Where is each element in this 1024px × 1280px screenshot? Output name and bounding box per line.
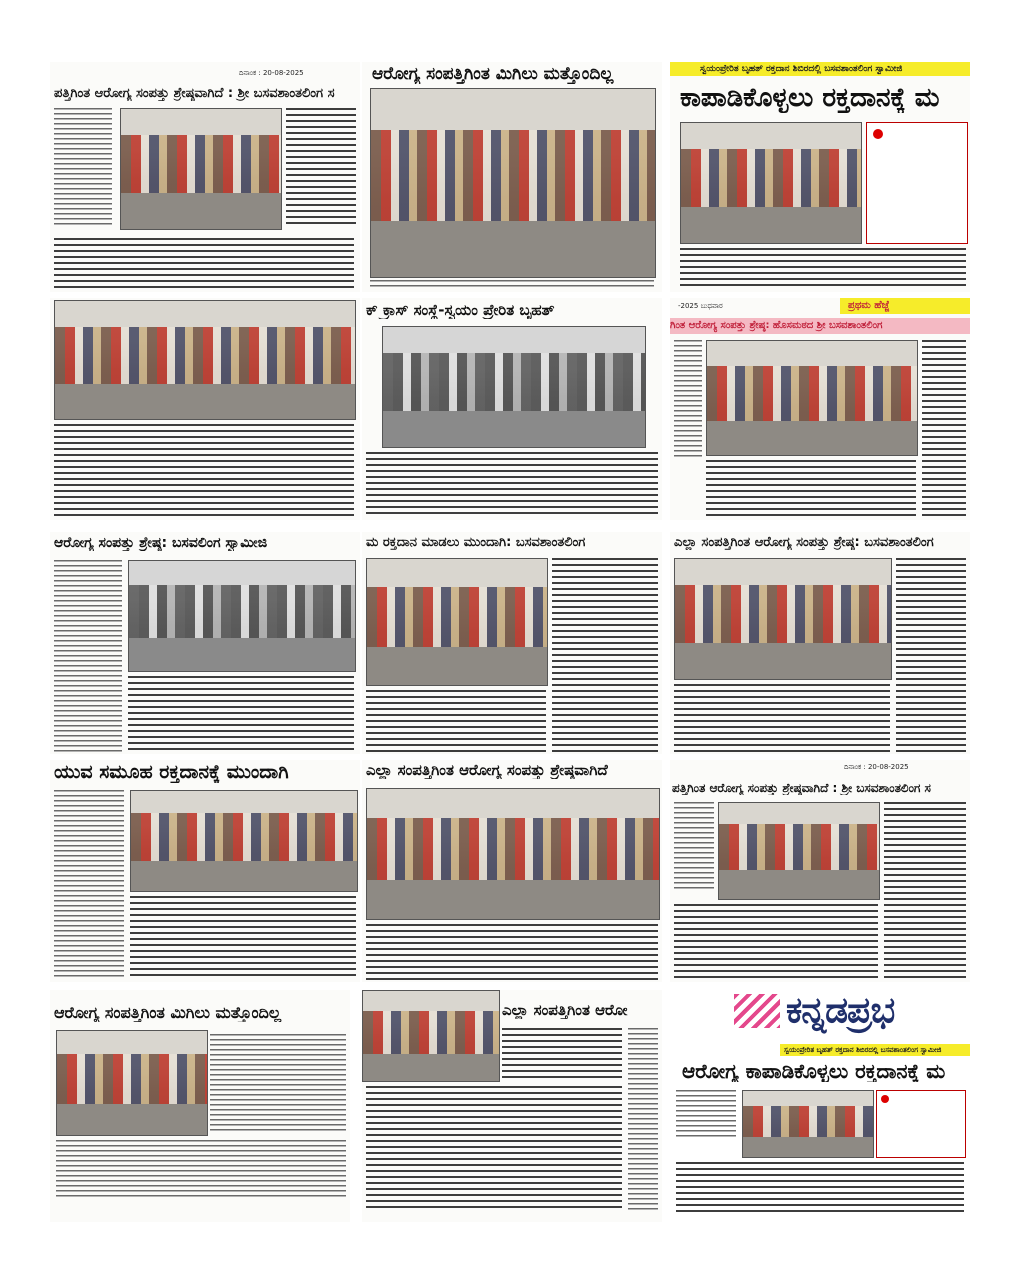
- news-photo: [674, 558, 892, 680]
- logo-stripes-icon: [734, 994, 780, 1028]
- newspaper-logo: ಕನ್ನಡಪ್ರಭ: [786, 990, 895, 1031]
- headline: ಪತ್ತಿಗಿಂತ ಆರೋಗ್ಯ ಸಂಪತ್ತು ಶ್ರೇಷ್ಠವಾಗಿದೆ : ಶ್ರೀ ಬಸವಶಾಂತಲಿಂಗ ಸ: [54, 87, 335, 101]
- clipping-14: [362, 990, 662, 1222]
- clipping-7: [50, 532, 360, 754]
- article-text: [674, 904, 878, 980]
- clipping-4: [50, 298, 360, 520]
- headline: ಪತ್ತಿಗಿಂತ ಆರೋಗ್ಯ ಸಂಪತ್ತು ಶ್ರೇಷ್ಠವಾಗಿದೆ : ಶ್ರೀ ಬಸವಶಾಂತಲಿಂಗ ಸ: [672, 782, 931, 795]
- top-bar: ಸ್ವಯಂಪ್ರೇರಿತ ಬೃಹತ್ ರಕ್ತದಾನ ಶಿಬಿರದಲ್ಲಿ ಬಸವಶಾಂತಲಿಂಗ ಸ್ವಾಮೀಜಿ: [670, 62, 970, 76]
- headline: ಯುವ ಸಮೂಹ ರಕ್ತದಾನಕ್ಕೆ ಮುಂದಾಗಿ: [54, 762, 289, 783]
- article-text: [676, 1090, 736, 1138]
- clipping-10: [50, 760, 360, 982]
- news-photo: [120, 108, 282, 230]
- news-photo: [366, 788, 660, 920]
- article-text: [884, 802, 966, 980]
- clipping-3: [670, 62, 970, 292]
- date-label: -2025 ಬುಧವಾರ: [678, 302, 723, 310]
- clipping-8: [362, 532, 662, 754]
- clipping-12: [670, 760, 970, 982]
- article-text: [54, 790, 124, 980]
- date-label: ದಿನಾಂಕ : 20-08-2025: [239, 69, 304, 77]
- clipping-9: [670, 532, 970, 754]
- article-text: [674, 684, 890, 752]
- heart-icon: [873, 129, 883, 139]
- article-text: [210, 1034, 346, 1134]
- news-photo: [362, 990, 500, 1082]
- article-text: [54, 108, 112, 228]
- news-photo: [370, 88, 656, 278]
- news-photo: [56, 1030, 208, 1136]
- article-text: [54, 424, 354, 518]
- news-photo: [130, 790, 358, 892]
- article-text: [130, 896, 356, 980]
- headline: ಆರೋಗ್ಯ ಸಂಪತ್ತು ಶ್ರೇಷ್ಠ: ಬಸವಲಿಂಗ ಸ್ವಾಮೀಜಿ: [54, 536, 268, 551]
- news-photo: [718, 802, 880, 900]
- article-text: [676, 1162, 964, 1214]
- article-text: [552, 558, 658, 752]
- article-text: [706, 460, 916, 516]
- article-text: [674, 802, 714, 892]
- article-text: [366, 1086, 622, 1210]
- clipping-1: [50, 62, 360, 292]
- headline: ಕ್ ಕ್ರಾಸ್ ಸಂಸ್ಥೆ-ಸ್ವಯಂ ಪ್ರೇರಿತ ಬೃಹತ್: [366, 302, 555, 319]
- article-text: [54, 238, 354, 290]
- news-photo: [680, 122, 862, 244]
- quote-box: [866, 122, 968, 244]
- news-photo: [382, 326, 646, 448]
- headline: ಕಾಪಾಡಿಕೊಳ್ಳಲು ರಕ್ತದಾನಕ್ಕೆ ಮ: [680, 84, 940, 113]
- top-bar: ಸ್ವಯಂಪ್ರೇರಿತ ಬೃಹತ್ ರಕ್ತದಾನ ಶಿಬಿರದಲ್ಲಿ ಬಸವಶಾಂತಲಿಂಗ ಸ್ವಾಮೀಜಿ: [780, 1044, 970, 1056]
- headline: ಗಿಂತ ಆರೋಗ್ಯ ಸಂಪತ್ತು ಶ್ರೇಷ್ಠ: ಹೊಸಮಠದ ಶ್ರೀ ಬಸವಶಾಂತಲಿಂಗ: [670, 318, 970, 334]
- news-photo: [706, 340, 918, 456]
- clipping-6: [670, 298, 970, 520]
- article-text: [674, 340, 702, 460]
- headline: ಎಲ್ಲಾ ಸಂಪತ್ತಿಗಿಂತ ಆರೋ: [502, 1002, 628, 1019]
- article-text: [680, 248, 966, 290]
- article-text: [128, 676, 354, 752]
- article-text: [366, 452, 658, 518]
- article-text: [366, 924, 658, 980]
- news-photo: [54, 300, 356, 420]
- section-label: ಪ್ರಥಮ ಹೆಜ್ಜೆ: [840, 298, 970, 314]
- headline: ಆರೋಗ್ಯ ಸಂಪತ್ತಿಗಿಂತ ಮಿಗಿಲು ಮತ್ತೊಂದಿಲ್ಲ: [54, 1004, 282, 1022]
- quote-box: [876, 1090, 966, 1158]
- news-photo: [128, 560, 356, 672]
- article-text: [56, 1140, 346, 1200]
- news-photo: [742, 1090, 874, 1158]
- headline: ಆರೋಗ್ಯ ಕಾಪಾಡಿಕೊಳ್ಳಲು ರಕ್ತದಾನಕ್ಕೆ ಮ: [682, 1060, 946, 1082]
- article-text: [922, 340, 966, 516]
- article-text: [370, 280, 654, 290]
- article-text: [502, 1028, 622, 1082]
- clipping-13: [50, 990, 350, 1222]
- clipping-15: [670, 990, 970, 1222]
- article-text: [628, 1028, 658, 1210]
- headline: ಮ ರಕ್ತದಾನ ಮಾಡಲು ಮುಂದಾಗಿ: ಬಸವಶಾಂತಲಿಂಗ: [366, 536, 586, 550]
- clipping-2: [362, 62, 662, 292]
- article-text: [286, 108, 356, 228]
- headline: ಎಲ್ಲಾ ಸಂಪತ್ತಿಗಿಂತ ಆರೋಗ್ಯ ಸಂಪತ್ತು ಶ್ರೇಷ್ಠವಾಗಿದೆ: [366, 762, 608, 779]
- article-text: [366, 690, 546, 752]
- news-photo: [366, 558, 548, 686]
- headline: ಎಲ್ಲಾ ಸಂಪತ್ತಿಗಿಂತ ಆರೋಗ್ಯ ಸಂಪತ್ತು ಶ್ರೇಷ್ಠ: ಬಸವಶಾಂತಲಿಂಗ: [674, 536, 934, 550]
- date-label: ದಿನಾಂಕ : 20-08-2025: [844, 763, 909, 771]
- headline: ಆರೋಗ್ಯ ಸಂಪತ್ತಿಗಿಂತ ಮಿಗಿಲು ಮತ್ತೊಂದಿಲ್ಲ: [372, 65, 614, 84]
- clipping-11: [362, 760, 662, 982]
- article-text: [54, 560, 122, 752]
- article-text: [896, 558, 966, 752]
- heart-icon: [881, 1095, 889, 1103]
- clipping-5: [362, 298, 662, 520]
